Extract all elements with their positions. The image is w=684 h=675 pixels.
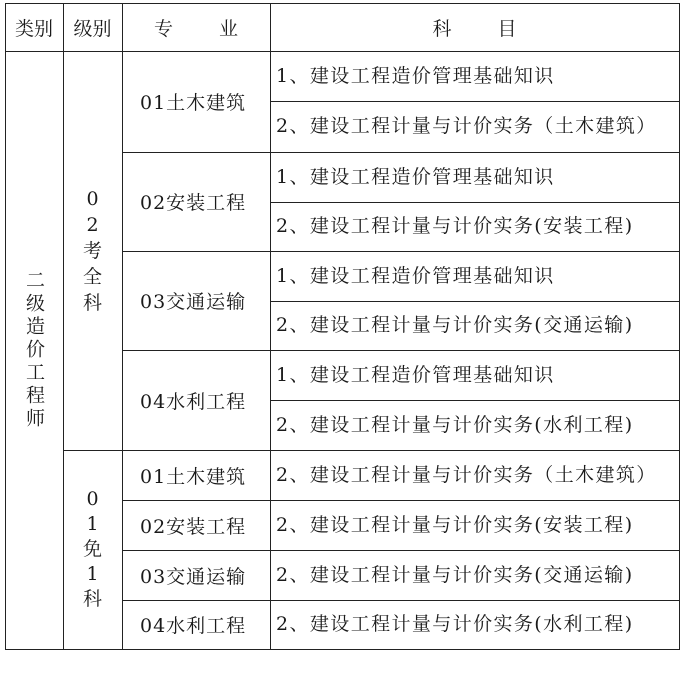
subject-cell: 2、建设工程计量与计价实务（土木建筑） — [276, 115, 657, 137]
subject-cell: 1、建设工程造价管理基础知识 — [276, 165, 555, 188]
subject-cell: 1、建设工程造价管理基础知识 — [276, 64, 555, 87]
subject-cell: 2、建设工程计量与计价实务(安装工程) — [276, 215, 634, 237]
major-cell: 04水利工程 — [140, 390, 247, 413]
subject-cell: 2、建设工程计量与计价实务(安装工程) — [276, 513, 634, 536]
exam-subject-table — [5, 3, 680, 650]
major-cell: 01土木建筑 — [140, 465, 247, 488]
category-label: 二级造价工程师 — [23, 269, 45, 431]
level-cell-full — [63, 51, 122, 450]
header-major: 专 业 — [153, 17, 259, 40]
major-cell: 03交通运输 — [140, 565, 247, 588]
subject-cell: 2、建设工程计量与计价实务(交通运输) — [276, 563, 634, 586]
subject-cell: 2、建设工程计量与计价实务(水利工程) — [276, 613, 634, 635]
major-cell: 04水利工程 — [140, 615, 247, 637]
major-cell: 03交通运输 — [140, 291, 247, 313]
level-label: 02考全科 — [82, 187, 102, 314]
header-category: 类别 — [14, 17, 53, 40]
subject-cell: 2、建设工程计量与计价实务(水利工程) — [276, 413, 634, 436]
major-cell: 02安装工程 — [140, 515, 247, 538]
subject-cell: 1、建设工程造价管理基础知识 — [276, 363, 555, 386]
major-cell: 01土木建筑 — [140, 92, 247, 114]
subject-cell: 1、建设工程造价管理基础知识 — [276, 264, 555, 287]
level-label: 01免1科 — [82, 488, 102, 610]
header-level: 级别 — [73, 17, 112, 40]
level-cell-exempt — [63, 450, 122, 649]
major-cell: 02安装工程 — [140, 192, 247, 214]
subject-cell: 2、建设工程计量与计价实务(交通运输) — [276, 314, 634, 336]
header-subject: 科 目 — [432, 17, 537, 40]
subject-cell: 2、建设工程计量与计价实务（土木建筑） — [276, 463, 657, 486]
category-cell — [5, 51, 63, 649]
